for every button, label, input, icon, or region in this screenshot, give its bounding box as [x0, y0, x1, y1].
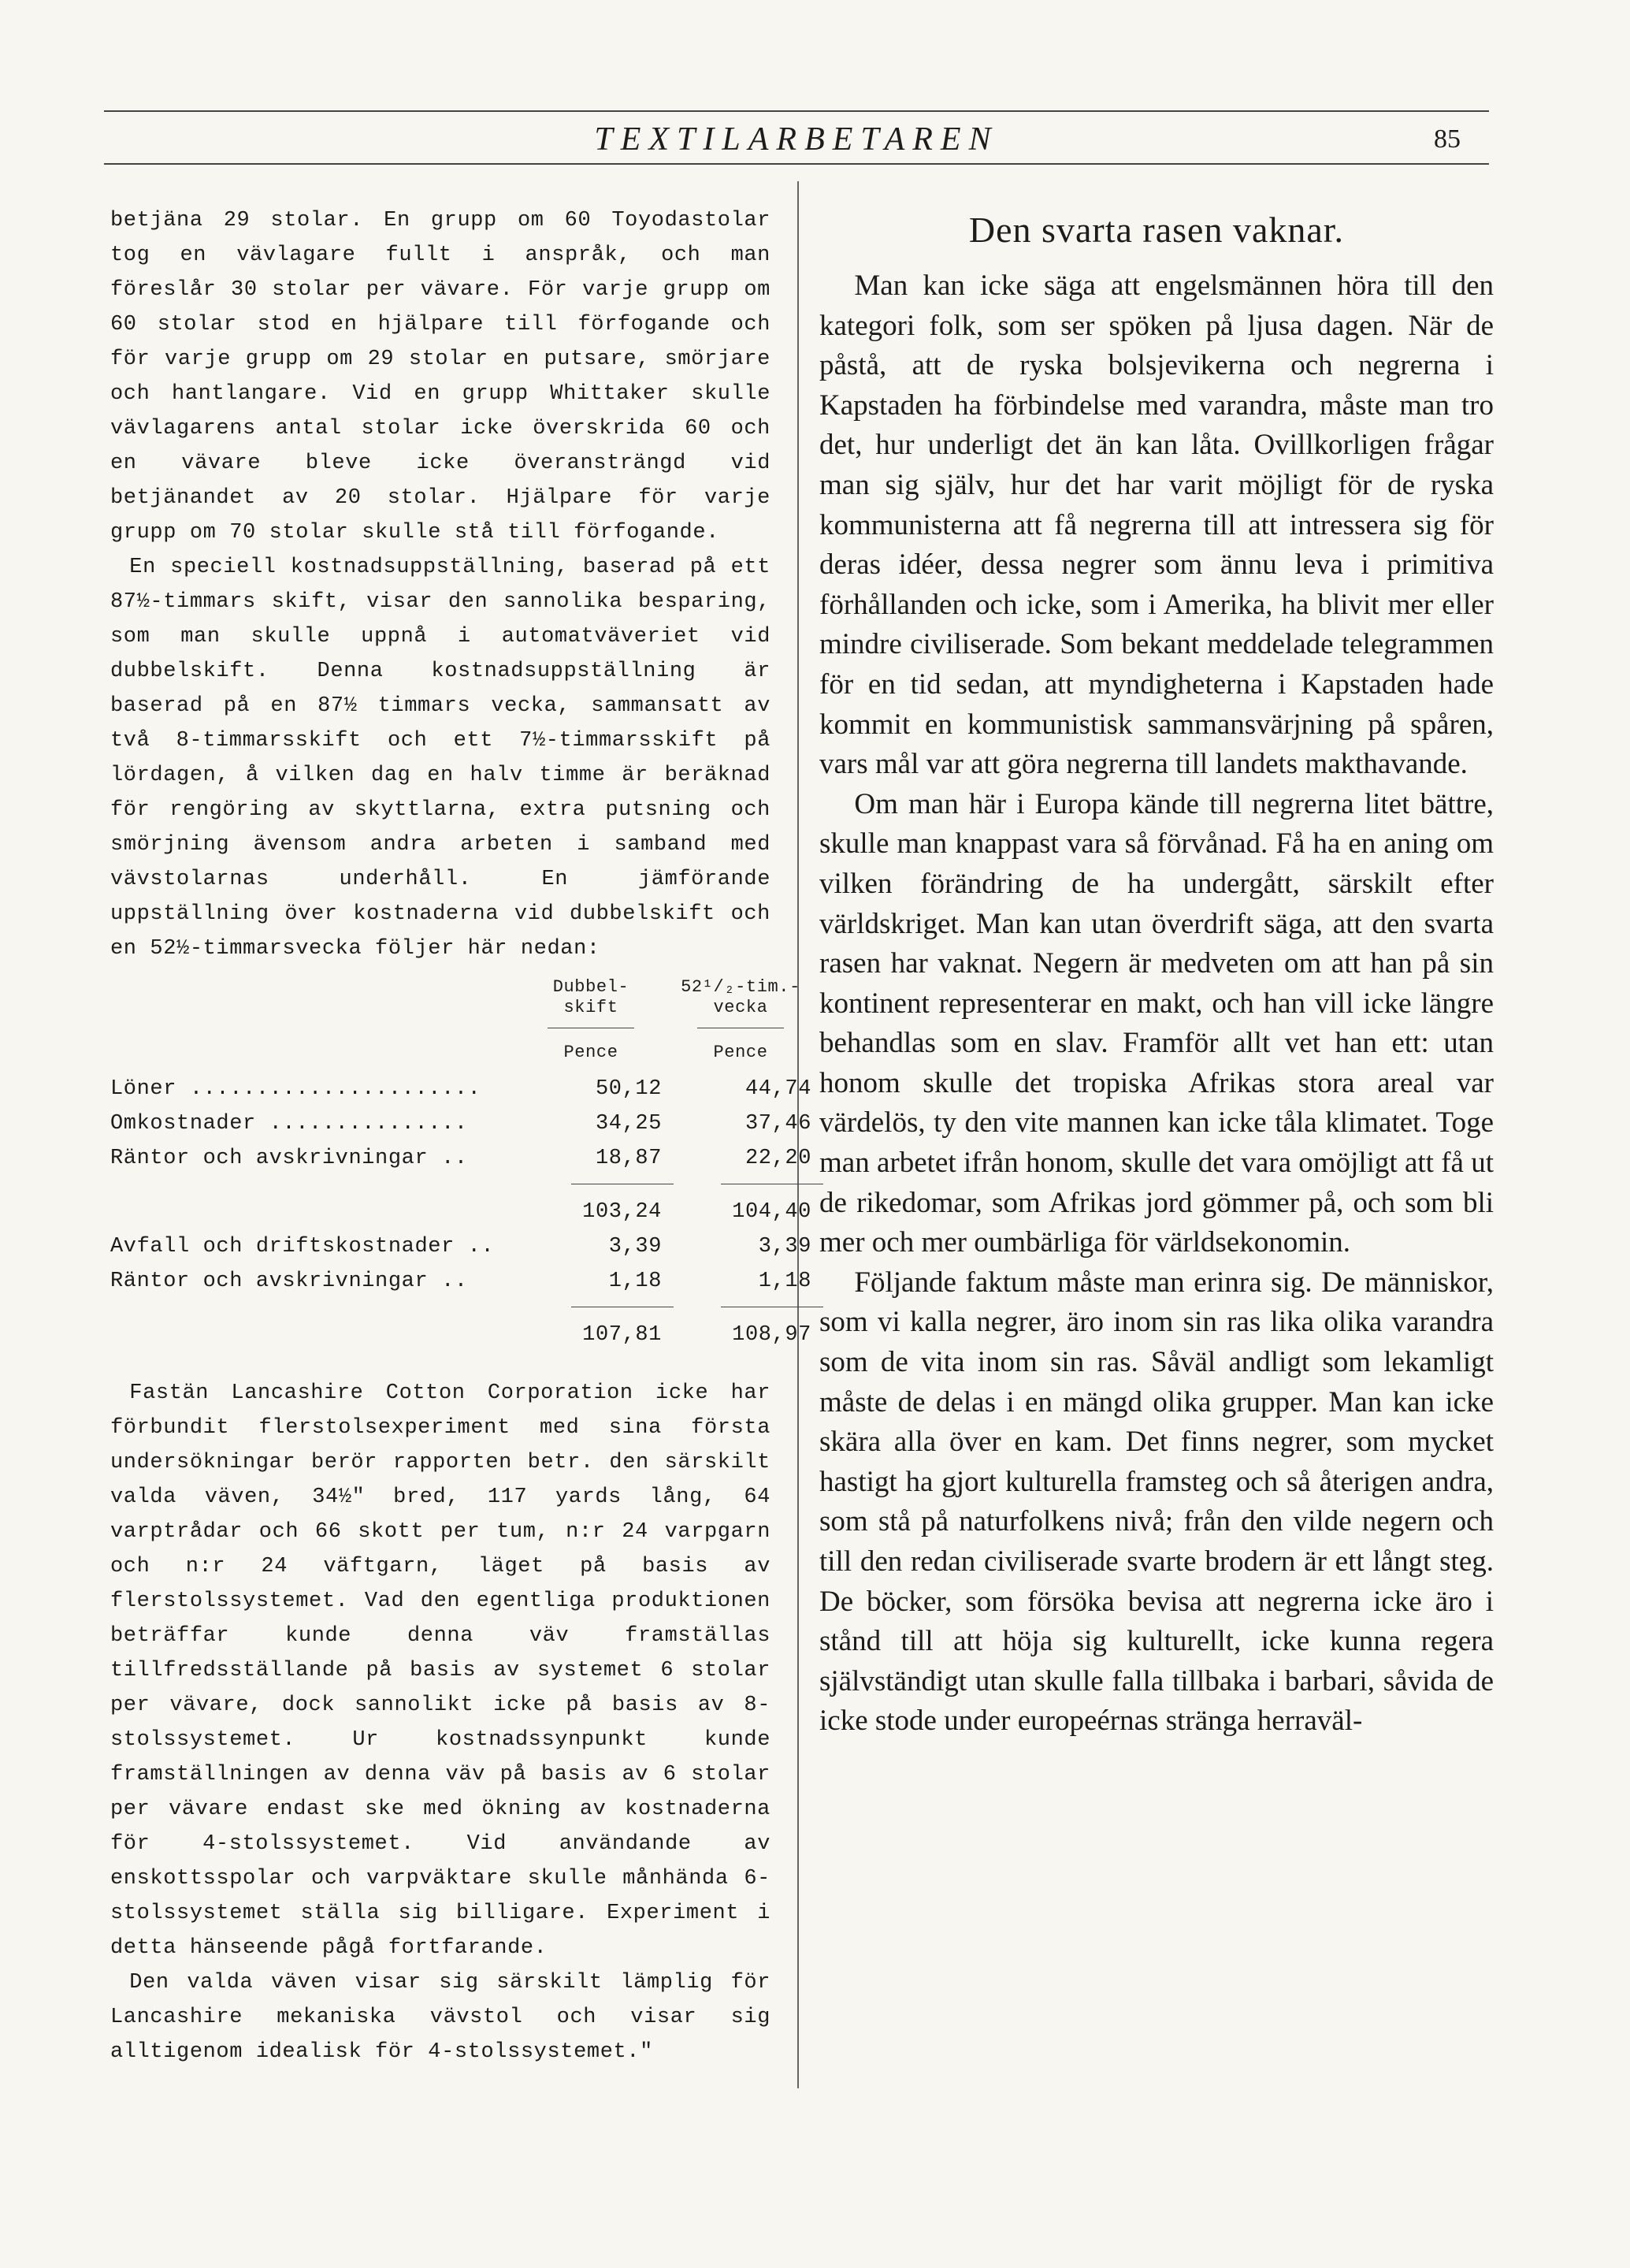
- row-label: Omkostnader ...............: [110, 1112, 468, 1136]
- row-label: Räntor och avskrivningar ..: [110, 1270, 468, 1293]
- cell-value: 1,18: [608, 1270, 662, 1293]
- cell-value: 44,74: [744, 1077, 811, 1101]
- cell-value: 3,39: [608, 1235, 662, 1259]
- cell-value: 104,40: [732, 1200, 811, 1224]
- total-row: [110, 1318, 811, 1352]
- paragraph: Om man här i Europa kände till negrerna litet bättre, skulle man knappast vara så förvånad. Få ha en aning om vilken förändring de ha undergått, särskilt efter världskriget. Man kan utan överdrift säga, att den svarta rasen har vaknat. Negern är medveten om att han på sin kontinent representerar en makt, och han vill icke längre behandlas som en slav. Framför allt vet han ett: utan honom skulle det tropiska Afrikas stora areal var värdelös, ty den vite mannen kan icke tåla klimatet. Toge man arbetet ifrån honom, skulle det vara omöjligt att få ut de rikedomar, som Afrikas jord gömmer på, och som bli mer och mer oumbärliga för världsekonomin.: [819, 787, 1494, 1259]
- header-rule-top: [104, 110, 1489, 112]
- paragraph: Man kan icke säga att engelsmännen höra till den kategori folk, som ser spöken på ljusa dagen. När de påstå, att de ryska bolsjevikerna och negrerna i Kapstaden ha förbindelse med varandra, måste man tro det, hur underligt det än kan låta. Ovillkorligen frågar man sig själv, hur det har varit möjligt för de ryska kommunisterna att få negrerna till att intressera sig för deras idéer, dessa negrer som ännu leva i primitiva förhållanden och icke, som i Amerika, ha blivit mer eller mindre civiliserade. Som bekant meddelade telegrammen för en tid sedan, att myndigheterna i Kapstaden hade kommit en kommunistisk sammansvärjning på spåren, vars mål var att göra negrerna till landets makthavande.: [819, 270, 1494, 781]
- left-column: [110, 203, 811, 2069]
- table-row: [110, 1106, 811, 1141]
- column-header-label: 52¹/₂-tim.- vecka: [681, 977, 800, 1017]
- cell-value: 50,12: [595, 1077, 662, 1101]
- cell-value: 22,20: [744, 1147, 811, 1170]
- paragraph: Den valda väven visar sig särskilt lämplig för Lancashire mekaniska vävstol och visar sig alltigenom idealisk för 4-stolssystemet.": [110, 1971, 770, 2064]
- header-rule-bottom: [104, 163, 1489, 165]
- page-number: 85: [1434, 125, 1461, 154]
- row-label: Avfall och driftskostnader ..: [110, 1235, 495, 1259]
- right-column: [819, 206, 1494, 1742]
- table-header: [110, 977, 800, 1072]
- cell-value: 1,18: [758, 1270, 811, 1293]
- paragraph: Fastän Lancashire Cotton Corporation icke har förbundit flerstolsexperiment med sina första undersökningar berör rapporten betr. den särskilt valda väven, 34½" bred, 117 yards lång, 64 varptrådar och 66 skott per tum, n:r 24 varpgarn och n:r 24 väftgarn, läget på basis av flerstolssystemet. Vad den egentliga produktionen beträffar kunde denna väv framställas tillfredsställande på basis av systemet 6 stolar per vävare, dock sannolikt icke på basis av 8-stolssystemet. Ur kostnadssynpunkt kunde framställningen av denna väv på basis av 6 stolar per vävare endast ske med ökning av kostnaderna för 4-stolssystemet. Vid användande av enskottsspolar och varpväktare skulle månhända 6-stolssystemet ställa sig billigare. Experiment i detta hänseende pågå fortfarande.: [110, 1381, 770, 1960]
- paragraph: En speciell kostnadsuppställning, baserad på ett 87½-timmars skift, visar den sannolika besparing, som man skulle uppnå i automatväveriet vid dubbelskift. Denna kostnadsuppställning är baserad på en 87½ timmars vecka, sammansatt av två 8-timmarsskift och ett 7½-timmarsskift på lördagen, å vilken dag en halv timme är beräknad för rengöring av skyttlarna, extra putsning och smörjning ävensom andra arbeten i samband med vävstolarnas underhåll. En jämförande uppställning över kostnaderna vid dubbelskift och en 52½-timmarsvecka följer här nedan:: [110, 556, 770, 961]
- cost-comparison-table: [110, 977, 811, 1352]
- column-header-label: Dubbel- skift: [552, 977, 629, 1017]
- total-rule-row: [110, 1299, 770, 1318]
- column-unit: Pence: [697, 1028, 784, 1063]
- cell-value: 34,25: [595, 1112, 662, 1136]
- table-row: [110, 1072, 811, 1106]
- cell-value: 18,87: [595, 1147, 662, 1170]
- cell-value: 37,46: [744, 1112, 811, 1136]
- row-label: Löner ......................: [110, 1077, 481, 1101]
- cell-value: 3,39: [758, 1235, 811, 1259]
- column-header-dubbelskift: [520, 977, 662, 1063]
- subtotal-row: [110, 1195, 811, 1229]
- table-row: [110, 1264, 811, 1299]
- running-head-title: TEXTILARBETAREN: [594, 121, 999, 158]
- paragraph: betjäna 29 stolar. En grupp om 60 Toyodastolar tog en vävlagare fullt i anspråk, och man föreslår 30 stolar per vävare. För varje grupp om 60 stolar stod en hjälpare till förfogande och för varje grupp om 29 stolar en putsare, smörjare och hantlangare. Vid en grupp Whittaker skulle vävlagarens antal stolar icke överskrida 60 och en vävare bleve icke överansträngd vid betjänandet av 20 stolar. Hjälpare för varje grupp om 70 stolar skulle stå till förfogande.: [110, 209, 770, 545]
- cell-value: 108,97: [732, 1323, 811, 1347]
- table-row: [110, 1141, 811, 1176]
- paragraph: Följande faktum måste man erinra sig. De människor, som vi kalla negrer, äro inom sin ras lika olika varandra som de vita inom sin ras. Såväl andligt som lekamligt måste de delas i en mängd olika grupper. Man kan icke skära alla över en kam. Det finns negrer, som mycket hastigt ha gjort kulturella framsteg och så återigen andra, som stå på naturfolkens nivå; från den vilde negern och till den redan civiliserade svarte brodern är ett långt steg. De böcker, som försöka bevisa att negrerna icke äro i stånd till att höja sig kulturellt, icke kunna regera självständigt utan skulle falla tillbaka i barbari, såvida de icke stode under europeérnas stränga herraväl-: [819, 1266, 1494, 1738]
- table-row: [110, 1229, 811, 1264]
- column-unit: Pence: [548, 1028, 634, 1063]
- article-heading: Den svarta rasen vaknar.: [968, 210, 1345, 250]
- cell-value: 107,81: [582, 1323, 662, 1347]
- row-label: Räntor och avskrivningar ..: [110, 1147, 468, 1170]
- cell-value: 103,24: [582, 1200, 662, 1224]
- column-header-vecka: [670, 977, 811, 1063]
- subtotal-rule-row: [110, 1176, 770, 1195]
